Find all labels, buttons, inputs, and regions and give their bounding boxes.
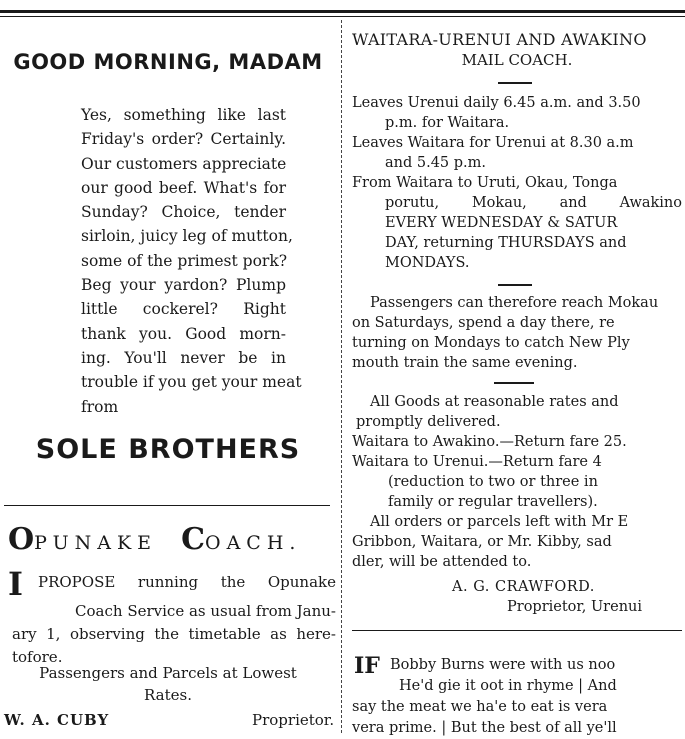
body-line: little cockerel? Right [81, 300, 286, 319]
goods-line: family or regular travellers). [388, 494, 598, 510]
schedule-line: DAY, returning THURSDAYS and [385, 235, 627, 251]
column-divider [341, 20, 342, 733]
goods-line: Waitara to Urenui.—Return fare 4 [352, 454, 602, 470]
goods-line: (reduction to two or three in [388, 474, 598, 490]
opunake-body-cont [12, 600, 336, 669]
opunake-passengers [0, 662, 336, 706]
crawford-title: Proprietor, Urenui [507, 599, 643, 615]
schedule-line: porutu, Mokau, and Awakino [385, 195, 682, 211]
poem-line: Bobby Burns were with us noo [390, 657, 616, 673]
body-line: from [81, 397, 119, 416]
schedule-line: Leaves Waitara for Urenui at 8.30 a.m [352, 135, 634, 151]
poem-block [352, 655, 682, 739]
heading-underline [498, 82, 532, 84]
goods-block [352, 392, 682, 572]
opunake-line: Coach Service as usual from Janu- [75, 602, 336, 620]
mail-coach-heading-line2: MAIL COACH. [461, 51, 573, 69]
passengers-line: mouth train the same evening. [352, 355, 578, 371]
passengers-rule [494, 382, 534, 384]
sole-brothers-signature: SOLE BROTHERS [35, 434, 301, 465]
schedule-rule [498, 284, 532, 286]
body-line: Sunday? Choice, tender [81, 203, 286, 222]
opunake-drop-cap: I [8, 565, 23, 603]
body-line: trouble if you get your meat [81, 373, 302, 392]
body-line: sirloin, juicy leg of mutton, [81, 227, 293, 246]
good-morning-heading: GOOD MORNING, MADAM [13, 50, 323, 74]
passengers-line: turning on Mondays to catch New Ply [352, 335, 630, 351]
crawford-signoff [352, 577, 682, 617]
schedule-line: MONDAYS. [385, 255, 470, 271]
top-rule-thin [0, 16, 685, 17]
goods-line: dler, will be attended to. [352, 554, 532, 570]
opunake-signoff-title: Proprietor. [252, 711, 335, 729]
mail-coach-heading-line1: WAITARA-URENUI AND AWAKINO [352, 30, 647, 49]
poem-line: vera prime. | But the best of all ye'll [352, 720, 617, 736]
poem-drop-cap: IF [354, 653, 380, 679]
schedule-line: p.m. for Waitara. [385, 115, 510, 131]
opunake-passengers-line2: Rates. [144, 686, 192, 704]
opunake-passengers-line1: Passengers and Parcels at Lowest [39, 664, 297, 682]
poem-line: say the meat we ha'e to eat is vera [352, 699, 608, 715]
coach-rest: OACH. [205, 532, 302, 554]
crawford-name: A. G. CRAWFORD. [452, 579, 595, 595]
body-line: our good beef. What's for [81, 178, 286, 197]
body-line: Friday's order? Certainly. [81, 130, 286, 149]
passengers-line: on Saturdays, spend a day there, re [352, 315, 615, 331]
top-rule [0, 10, 685, 13]
body-line: ing. You'll never be in [81, 348, 286, 367]
passengers-line: Passengers can therefore reach Mokau [370, 295, 659, 311]
opunake-rest: PUNAKE [34, 532, 158, 554]
opunake-initial: O [8, 522, 35, 557]
opunake-line: ary 1, observing the timetable as here- [12, 625, 336, 643]
body-line: Yes, something like last [81, 106, 286, 124]
schedule-line: From Waitara to Uruti, Okau, Tonga [352, 175, 618, 191]
opunake-body [38, 571, 336, 594]
mail-coach-heading [352, 30, 682, 69]
goods-line: All orders or parcels left with Mr E [370, 514, 629, 530]
coach-initial: C [181, 522, 205, 557]
poem-line: He'd gie it oot in rhyme | And [399, 678, 617, 694]
schedule-line: and 5.45 p.m. [385, 155, 487, 171]
butcher-ad-body [81, 103, 302, 419]
body-line: Beg your yardon? Plump [81, 276, 286, 295]
goods-line: promptly delivered. [356, 414, 501, 430]
schedule-line: Leaves Urenui daily 6.45 a.m. and 3.50 [352, 95, 641, 111]
body-line: Our customers appreciate [81, 154, 287, 173]
opunake-coach-heading [8, 522, 301, 557]
left-section-rule [4, 505, 330, 506]
goods-line: Waitara to Awakino.—Return fare 25. [352, 434, 627, 450]
right-section-rule [352, 630, 682, 631]
schedule-line: EVERY WEDNESDAY & SATUR [385, 215, 618, 231]
goods-line: Gribbon, Waitara, or Mr. Kibby, sad [352, 534, 612, 550]
body-line: thank you. Good morn- [81, 324, 286, 343]
opunake-signoff-name: W. A. CUBY [4, 711, 110, 729]
opunake-line: PROPOSE running the Opunake [38, 573, 336, 591]
opunake-line: tofore. [12, 648, 63, 666]
passengers-block [352, 293, 682, 373]
goods-line: All Goods at reasonable rates and [370, 394, 619, 410]
schedule-block [352, 93, 682, 273]
body-line: some of the primest pork? [81, 251, 288, 270]
